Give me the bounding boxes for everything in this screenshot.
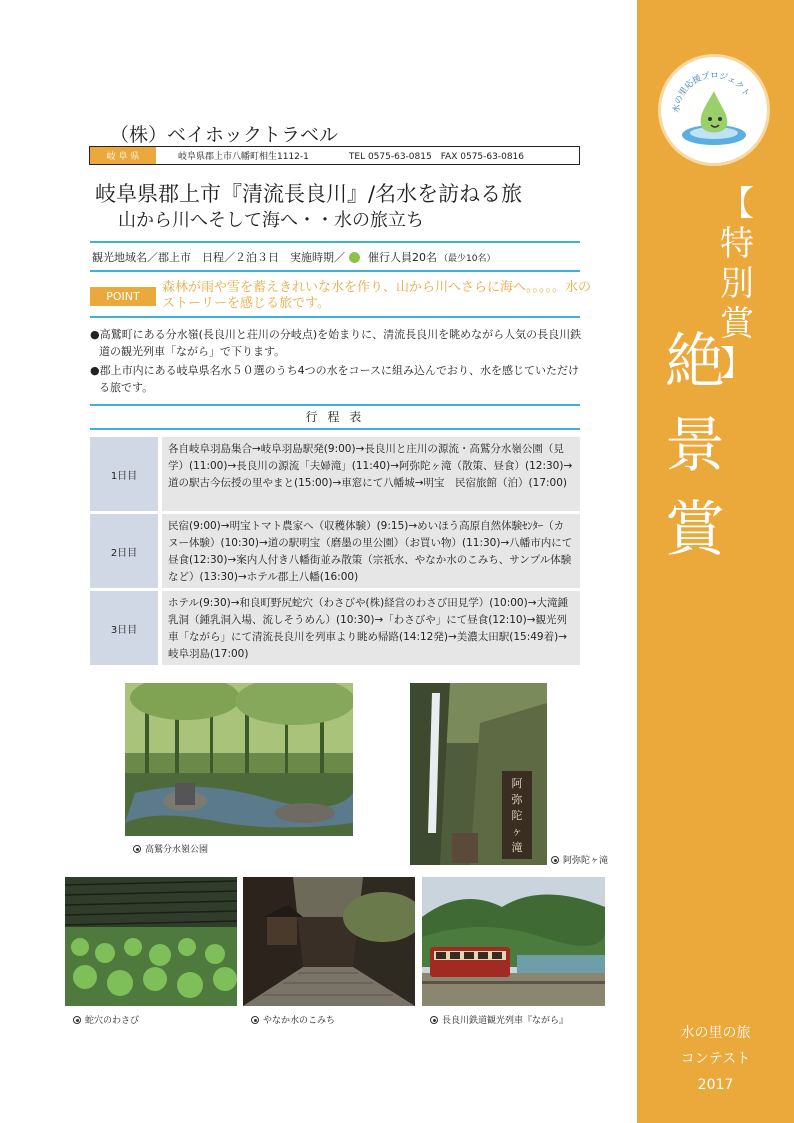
water-drop-logo-icon: [661, 57, 767, 163]
schedule-row: [90, 514, 580, 588]
photo-caption: 阿弥陀ヶ滝: [551, 853, 608, 866]
tour-title: 岐阜県郡上市『清流長良川』/名水を訪ねる旅: [95, 182, 523, 206]
highlight-list: [90, 326, 582, 398]
company-name: （株）ベイホックトラベル: [110, 124, 339, 146]
award-title: [655, 320, 735, 572]
highlight-item: ●高鷲町にある分水嶺(長良川と荘川の分岐点)を始まりに、清流長良川を眺めながら人気の長良川鉄道の観光列車「ながら」で下ります。: [90, 328, 582, 358]
award-char: 】: [720, 344, 754, 384]
photo-wasabi-field: [65, 877, 237, 1006]
schedule-row: [90, 437, 580, 511]
divider: [90, 241, 580, 243]
photo-sign-char: 滝: [511, 841, 523, 854]
award-char: 【: [720, 184, 754, 224]
photo-caption: 長良川鉄道観光列車『ながら』: [430, 1013, 568, 1026]
tour-subtitle: 山から川へそして海へ・・水の旅立ち: [118, 210, 424, 231]
photo-amidagataki: [410, 683, 547, 865]
award-title-char: 絶: [665, 327, 725, 397]
photo-sign-char: ヶ: [511, 825, 523, 838]
contest-line: コンテスト: [680, 1051, 751, 1067]
point-text: 森林が雨や雪を蓄えきれいな水を作り、山から川へさらに海へ。。。。。水のストーリーを感じる旅です。: [162, 280, 592, 311]
award-char: 特: [720, 224, 754, 264]
project-logo: [658, 54, 770, 166]
highlight-item: ●郡上市内にある岐阜県名水５０選のうち4つの水をコースに組み込んでおり、水を感じていただける旅です。: [90, 364, 580, 394]
photo-caption: やなか水のこみち: [251, 1013, 335, 1026]
schedule-day: 3日目: [90, 591, 158, 665]
schedule-desc: 各自岐阜羽島集合→岐阜羽島駅発(9:00)→長良川と庄川の源流・高鷲分水嶺公園（見学）(11:00)→長良川の源流「夫婦滝」(11:40)→阿弥陀ヶ滝（散策、昼食）(12:30)→道の駅古今伝授の里やまと(15:00)→車窓にて八幡城→明宝 民宿旅館（泊）(17:00): [162, 437, 580, 511]
photo-caption: 高鷲分水嶺公園: [133, 842, 208, 855]
divider: [90, 428, 580, 430]
contest-name: [637, 1020, 794, 1098]
award-title-char: 賞: [665, 495, 725, 565]
season-icon: [349, 252, 360, 263]
prefecture-badge: 岐 阜 県: [90, 147, 156, 164]
schedule-desc: 民宿(9:00)→明宝トマト農家へ（収穫体験）(9:15)→めいほう高原自然体験ｾﾝﾀｰ（カヌー体験）(10:30)→道の駅明宝（磨墨の里公園）（お買い物）(11:30)→八幡市内にて昼食(12:30)→案内人付き八幡街並み散策（宗祇水、やなか水のこみち、サンプル体験など）(13:30)→ホテル郡上八幡(16:00): [162, 514, 580, 588]
photo-yanaka-lane: [243, 877, 415, 1006]
award-char: 別: [720, 264, 754, 304]
photo-caption: 蛇穴のわさび: [73, 1013, 139, 1026]
company-address: 岐阜県郡上市八幡町相生1112-1: [178, 152, 309, 162]
tour-people: 催行人員20名: [368, 251, 437, 264]
contest-line: 水の里の旅: [680, 1025, 751, 1041]
contest-line: 2017: [697, 1077, 734, 1093]
award-title-char: 景: [665, 411, 725, 481]
logo-text: 水の里応援プロジェクト: [671, 70, 752, 114]
photo-sign-char: 弥: [511, 793, 523, 806]
photo-nagara-train: [422, 877, 605, 1006]
schedule-table: [90, 437, 580, 668]
tour-area-schedule: 観光地域名／郡上市 日程／２泊３日 実施時期／: [92, 251, 345, 264]
schedule-heading: 行 程 表: [305, 410, 365, 424]
schedule-day: 2日目: [90, 514, 158, 588]
point-badge: POINT: [90, 287, 156, 306]
award-char: 賞: [720, 304, 754, 344]
schedule-row: [90, 591, 580, 665]
divider: [90, 270, 580, 272]
divider: [90, 316, 580, 318]
photo-bunsuirei-park: [125, 683, 353, 836]
schedule-desc: ホテル(9:30)→和良町野尻蛇穴（わさびや(株)経営のわさび田見学）(10:00)→大滝鍾乳洞（鍾乳洞入場、流しそうめん）(10:30)→「わさびや」にて昼食(12:10)→観光列車「ながら」にて清流長良川を列車より眺め帰路(14:12発)→美濃太田駅(15:49着)→岐阜羽島(17:00): [162, 591, 580, 665]
tour-meta: [92, 249, 495, 265]
photo-sign-char: 陀: [511, 809, 523, 822]
tour-min-people: （最少10名）: [439, 253, 496, 264]
company-info-bar: [89, 146, 580, 165]
company-phone: TEL 0575-63-0815 FAX 0575-63-0816: [348, 152, 524, 162]
schedule-day: 1日目: [90, 437, 158, 511]
photo-sign-char: 阿: [511, 777, 523, 790]
divider: [90, 404, 580, 406]
